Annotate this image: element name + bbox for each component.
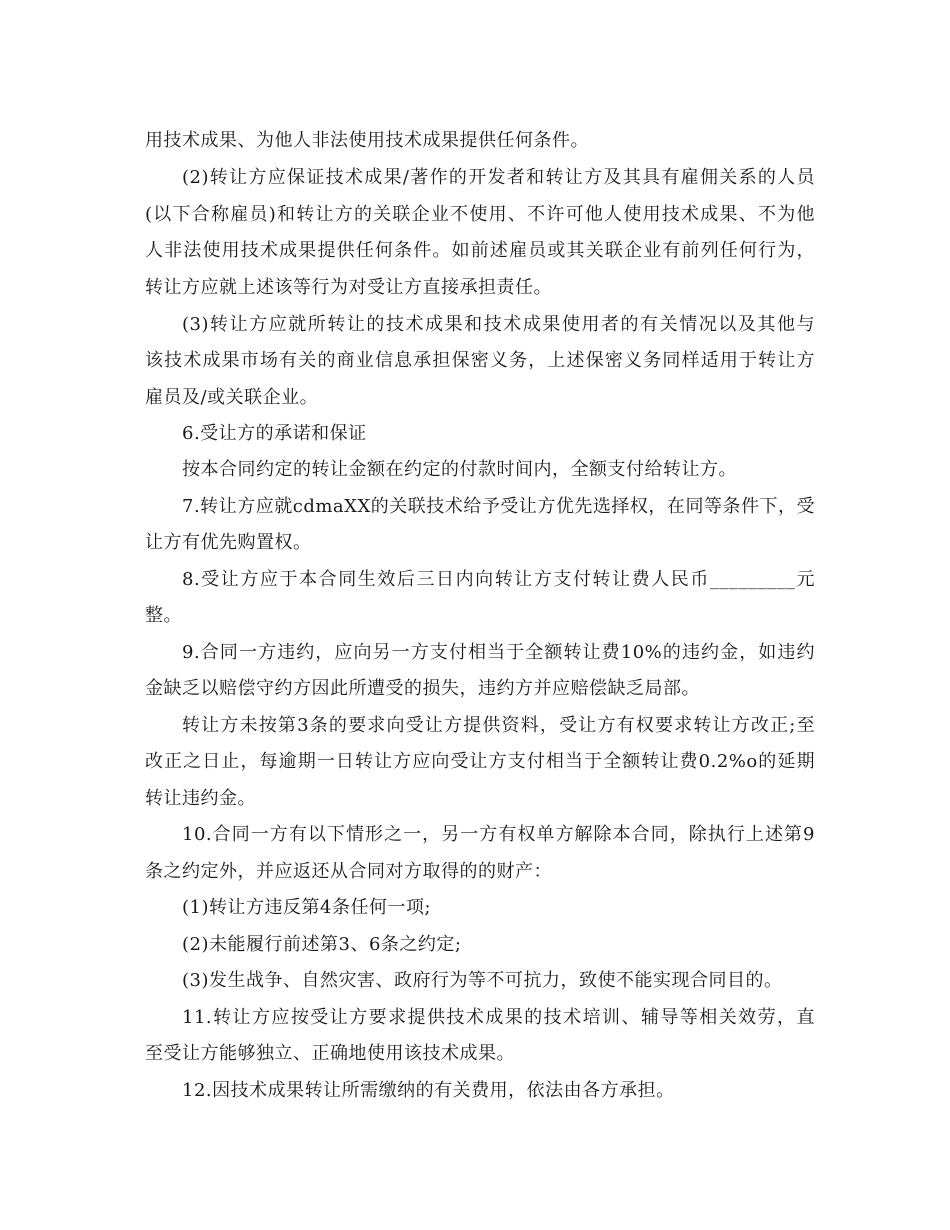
paragraph-line: 转让方应就上述该等行为对受让方直接承担责任。 [145, 277, 552, 298]
list-item: (1)转让方违反第4条任何一项; [182, 897, 432, 918]
paragraph-line: 12.因技术成果转让所需缴纳的有关费用，依法由各方承担。 [182, 1080, 675, 1101]
paragraph-line: 条之约定外，并应返还从合同对方取得的的财产： [145, 861, 552, 882]
paragraph-line: 改正之日止，每逾期一日转让方应向受让方支付相当于全额转让费0.2%o的延期 [145, 751, 815, 772]
paragraph-line: (2)转让方应保证技术成果/著作的开发者和转让方及其具有雇佣关系的人员 [182, 167, 815, 188]
list-item: (3)发生战争、自然灾害、政府行为等不可抗力，致使不能实现合同目的。 [182, 970, 783, 991]
paragraph-line: 8.受让方应于本合同生效后三日内向转让方支付转让费人民币_________元 [182, 569, 815, 590]
paragraph-line: 9.合同一方违约，应向另一方支付相当于全额转让费10%的违约金，如违约 [182, 642, 815, 663]
paragraph-line: 让方有优先购置权。 [145, 532, 312, 553]
paragraph-line: 整。 [145, 605, 182, 626]
paragraph-line: (以下合称雇员)和转让方的关联企业不使用、不许可他人使用技术成果、不为他 [145, 204, 815, 225]
section-heading: 6.受让方的承诺和保证 [182, 423, 367, 444]
paragraph-line: 至受让方能够独立、正确地使用该技术成果。 [145, 1043, 515, 1064]
paragraph-line: 按本合同约定的转让金额在约定的付款时间内，全额支付给转让方。 [182, 459, 737, 480]
paragraph-line: 用技术成果、为他人非法使用技术成果提供任何条件。 [145, 130, 589, 151]
paragraph-line: 10.合同一方有以下情形之一，另一方有权单方解除本合同，除执行上述第9 [182, 824, 815, 845]
paragraph-line: 转让方未按第3条的要求向受让方提供资料，受让方有权要求转让方改正;至 [182, 715, 815, 736]
paragraph-line: 人非法使用技术成果提供任何条件。如前述雇员或其关联企业有前列任何行为， [145, 240, 815, 261]
paragraph-line: 7.转让方应就cdmaXX的关联技术给予受让方优先选择权，在同等条件下，受 [182, 496, 815, 517]
paragraph-line: 转让违约金。 [145, 788, 256, 809]
paragraph-line: 雇员及/或关联企业。 [145, 387, 319, 408]
paragraph-line: 金缺乏以赔偿守约方因此所遭受的损失，违约方并应赔偿缺乏局部。 [145, 678, 700, 699]
paragraph-line: (3)转让方应就所转让的技术成果和技术成果使用者的有关情况以及其他与 [182, 314, 815, 335]
paragraph-line: 该技术成果市场有关的商业信息承担保密义务，上述保密义务同样适用于转让方 [145, 350, 815, 371]
paragraph-line: 11.转让方应按受让方要求提供技术成果的技术培训、辅导等相关效劳，直 [182, 1007, 815, 1028]
list-item: (2)未能履行前述第3、6条之约定; [182, 934, 462, 955]
